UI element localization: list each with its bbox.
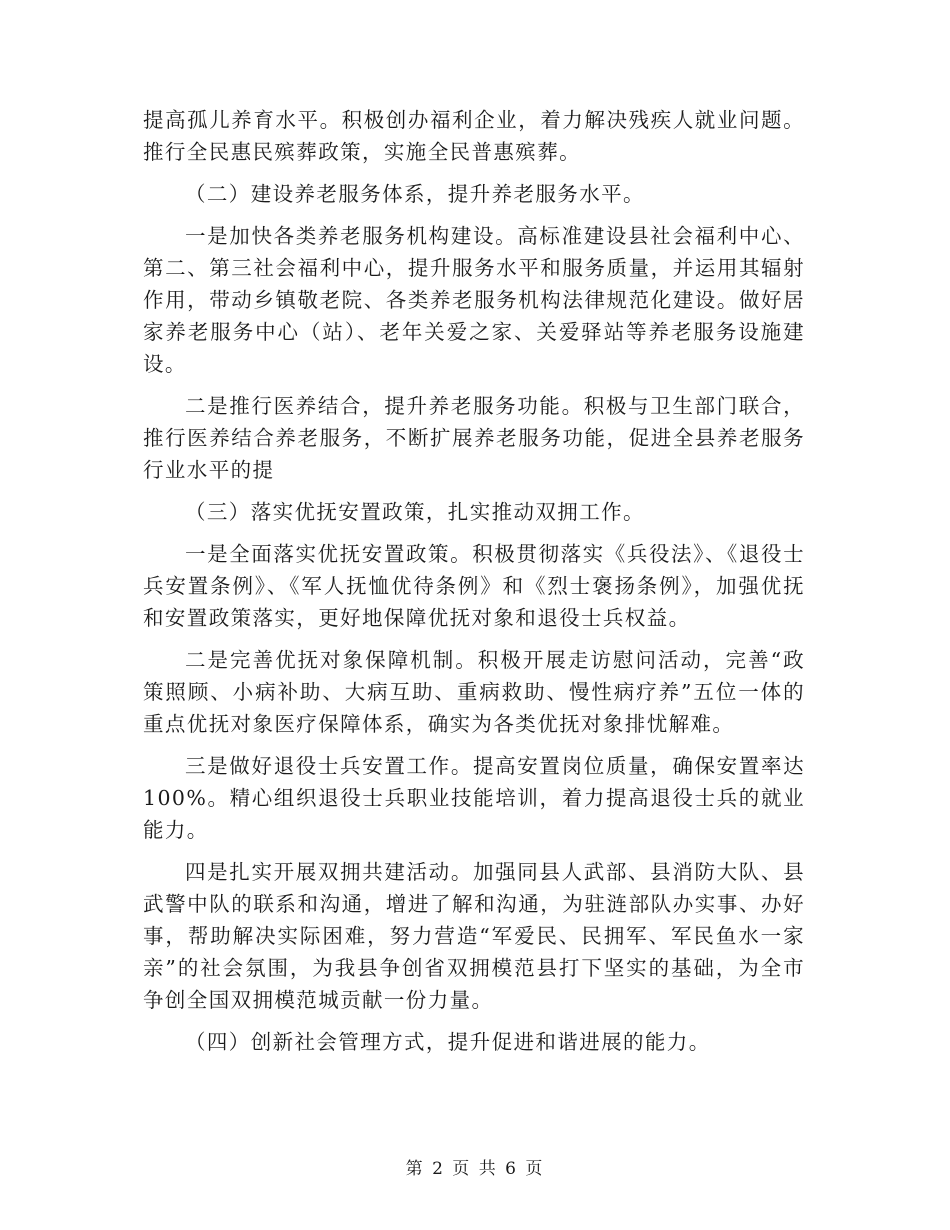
paragraph-veteran-placement: 三是做好退役士兵安置工作。提高安置岗位质量，确保安置率达100%。精心组织退役士兵职业技能培训，着力提高退役士兵的就业能力。 bbox=[143, 754, 805, 842]
paragraph-elderly-institutions: 一是加快各类养老服务机构建设。高标准建设县社会福利中心、第二、第三社会福利中心，提升服务水平和服务质量，并运用其辐射作用，带动乡镇敬老院、各类养老服务机构法律规范化建设。做好居家养老服务中心（站）、老年关爱之家、关爱驿站等养老服务设施建设。 bbox=[143, 224, 805, 376]
paragraph-continuation: 提高孤儿养育水平。积极创办福利企业，着力解决残疾人就业问题。推行全民惠民殡葬政策，实施全民普惠殡葬。 bbox=[143, 108, 805, 164]
document-body bbox=[143, 104, 805, 1068]
section-heading-4: （四）创新社会管理方式，提升促进和谐进展的能力。 bbox=[185, 1030, 711, 1054]
section-heading-3: （三）落实优抚安置政策，扎实推动双拥工作。 bbox=[185, 500, 645, 524]
paragraph-policy-implementation: 一是全面落实优抚安置政策。积极贯彻落实《兵役法》、《退役士兵安置条例》、《军人抚恤优待条例》和《烈士褒扬条例》，加强优抚和安置政策落实，更好地保障优抚对象和退役士兵权益。 bbox=[143, 542, 805, 630]
paragraph-medical-care: 二是推行医养结合，提升养老服务功能。积极与卫生部门联合，推行医养结合养老服务，不断扩展养老服务功能，促进全县养老服务行业水平的提 bbox=[143, 394, 805, 482]
paragraph-dual-support: 四是扎实开展双拥共建活动。加强同县人武部、县消防大队、县武警中队的联系和沟通，增进了解和沟通，为驻涟部队办实事、办好事，帮助解决实际困难，努力营造“军爱民、民拥军、军民鱼水一家亲”的社会氛围，为我县争创省双拥模范县打下坚实的基础，为全市争创全国双拥模范城贡献一份力量。 bbox=[143, 860, 805, 1012]
page-number-footer: 第 2 页 共 6 页 bbox=[405, 1159, 545, 1179]
section-heading-2: （二）建设养老服务体系，提升养老服务水平。 bbox=[185, 182, 645, 206]
paragraph-security-mechanism: 二是完善优抚对象保障机制。积极开展走访慰问活动，完善“政策照顾、小病补助、大病互助、重病救助、慢性病疗养”五位一体的重点优抚对象医疗保障体系，确实为各类优抚对象排忧解难。 bbox=[143, 648, 805, 736]
